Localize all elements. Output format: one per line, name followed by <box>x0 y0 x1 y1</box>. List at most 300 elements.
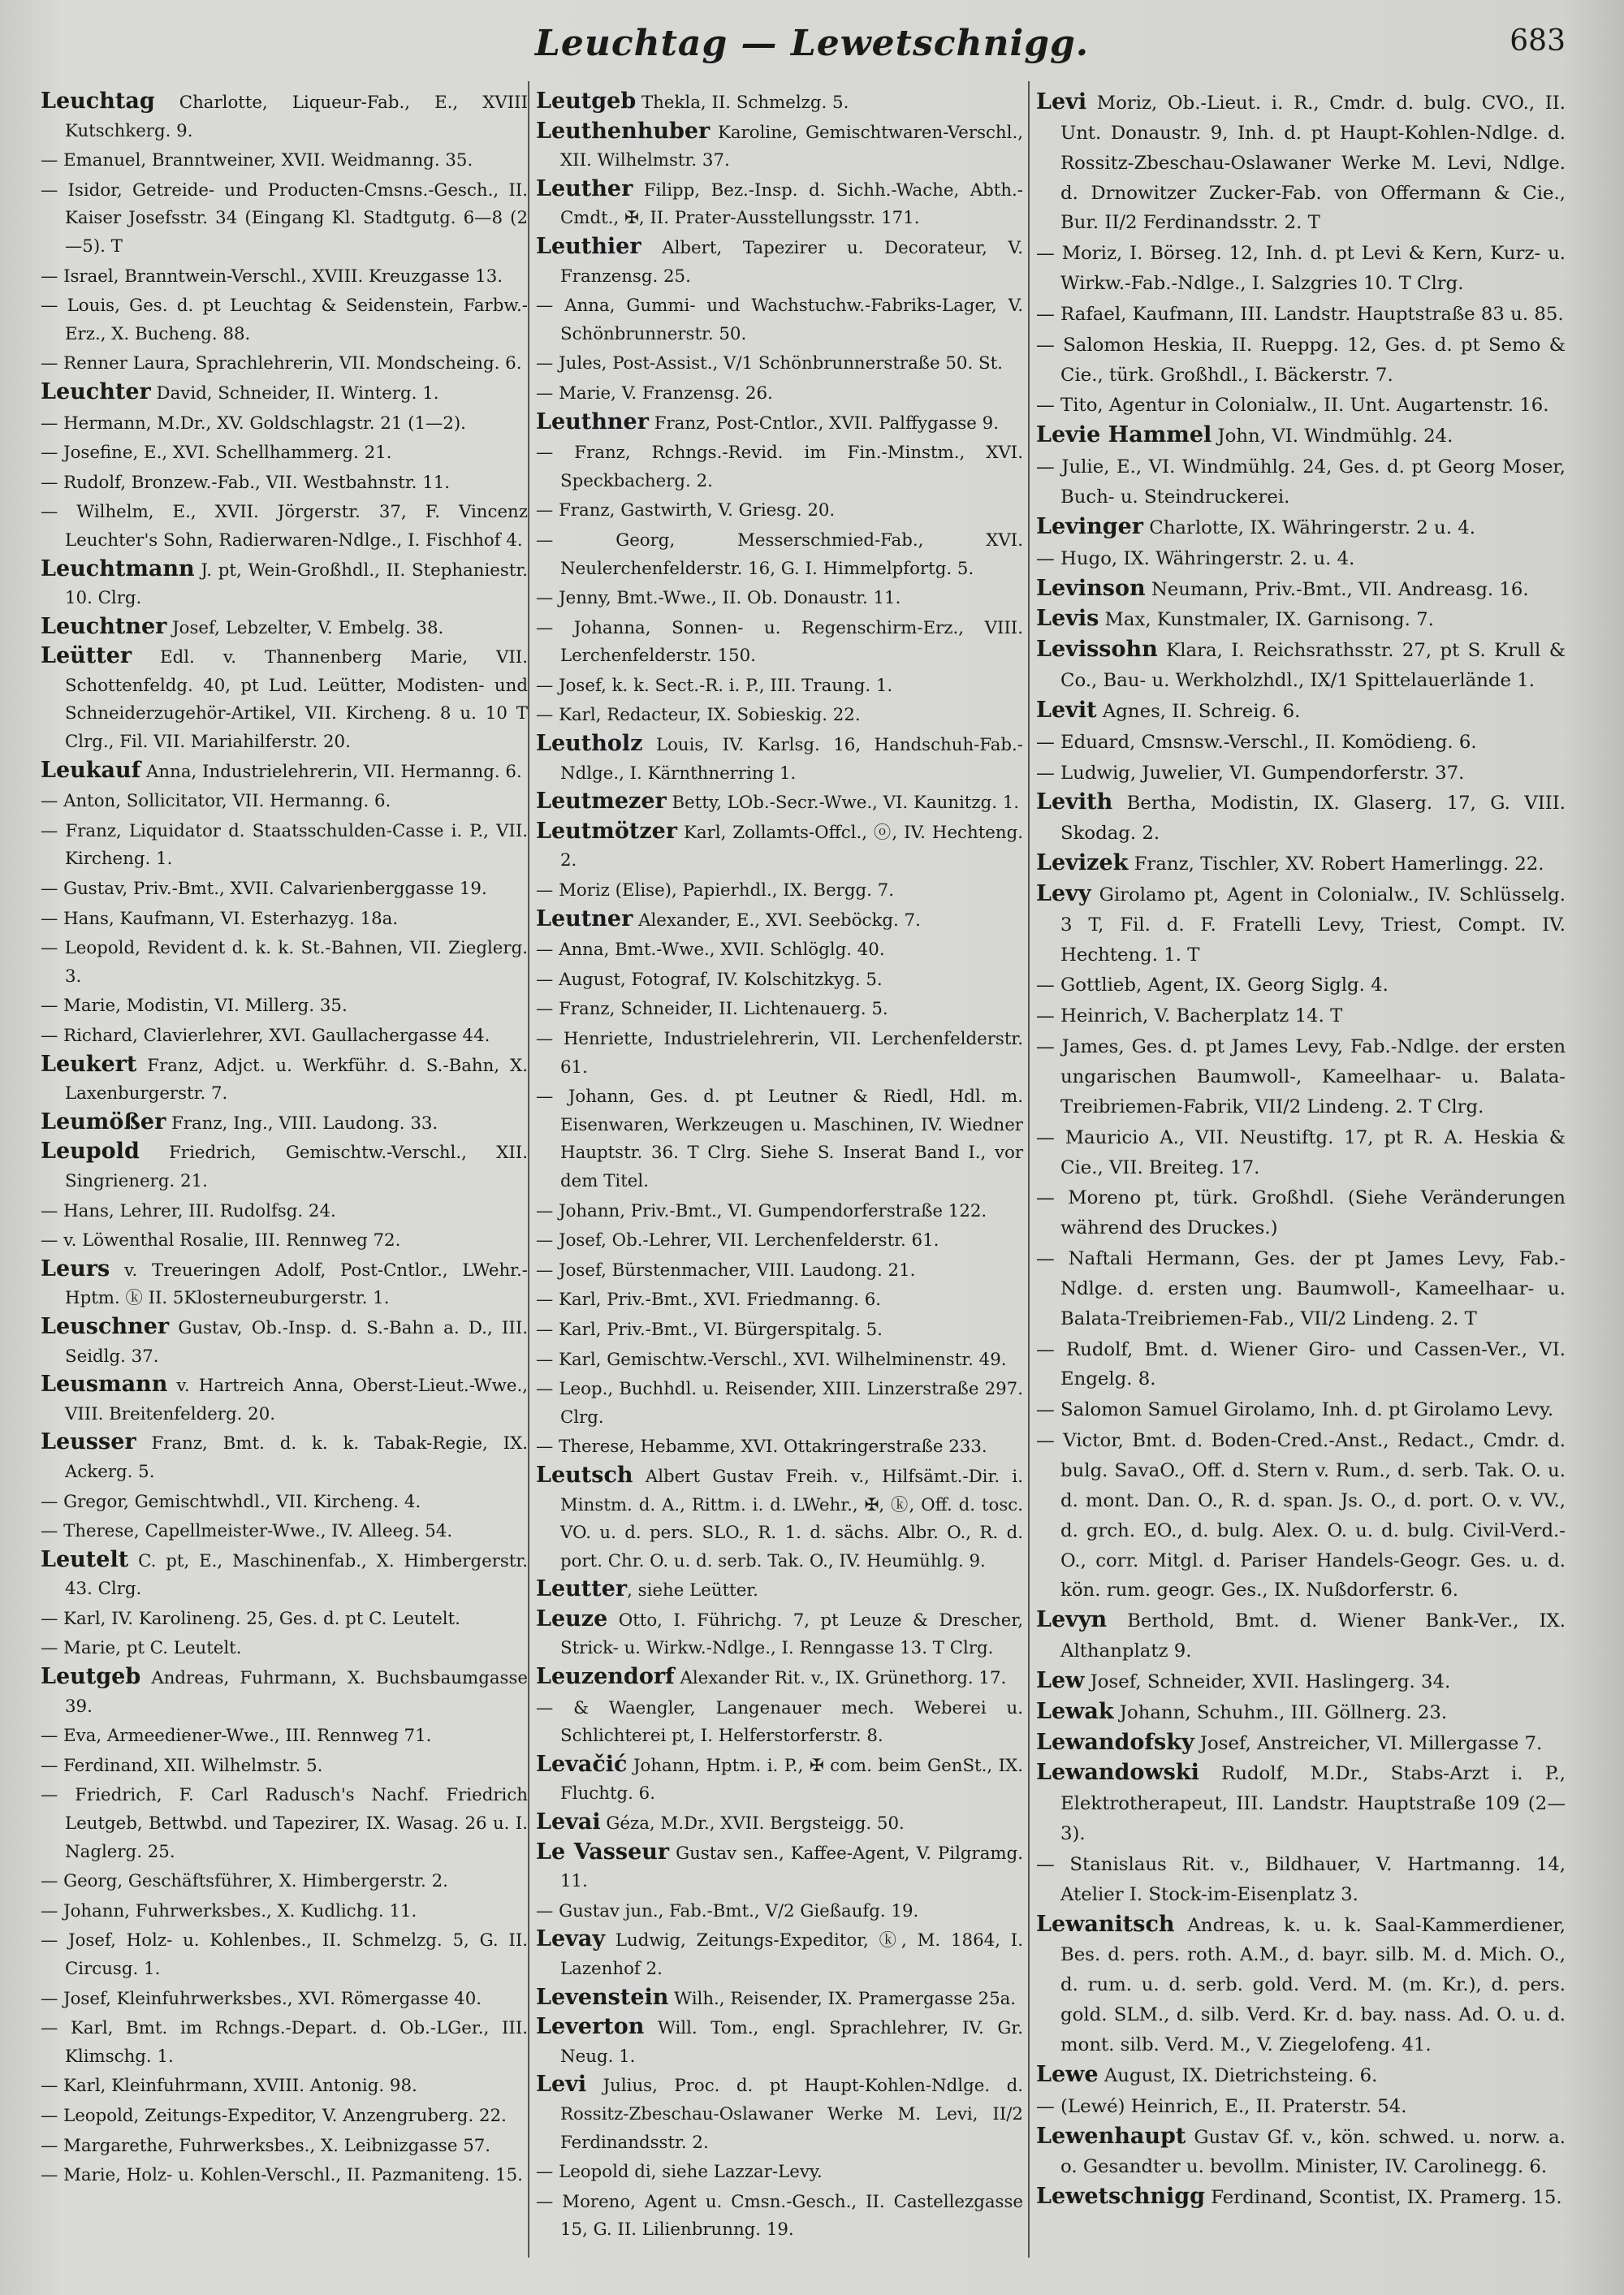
directory-entry <box>536 88 1023 118</box>
entry-surname: Levis <box>1036 606 1099 632</box>
directory-entry <box>536 2013 1023 2071</box>
entry-surname: Leumößer <box>41 1109 166 1135</box>
entry-details: — Moriz, I. Börseg. 12, Inh. d. pt Levi & Kern, Kurz- u. Wirkw.-Fab.-Ndlge., I. Salzgries 10. T Clrg. <box>1036 243 1566 295</box>
entry-surname: Leukauf <box>41 757 141 783</box>
entry-details: — Stanislaus Rit. v., Bildhauer, V. Hartmanng. 14, Atelier I. Stock-im-Eisenplatz 3. <box>1036 1853 1566 1905</box>
entry-details: — Karl, Bmt. im Rchngs.-Depart. d. Ob.-LGer., III. Klimschg. 1. <box>41 2018 528 2067</box>
directory-entry <box>1036 1001 1566 1031</box>
entry-details: Charlotte, Liqueur-Fab., E., XVIII Kutschkerg. 9. <box>65 93 528 141</box>
entry-surname: Leurs <box>41 1256 110 1281</box>
entry-details: — Tito, Agentur in Colonialw., II. Unt. Augartenstr. 16. <box>1036 395 1549 417</box>
entry-surname: Levenstein <box>536 1984 669 2010</box>
entry-details: — Franz, Gastwirth, V. Griesg. 20. <box>536 500 836 521</box>
directory-entry <box>536 118 1023 175</box>
entry-details: — Gustav jun., Fab.-Bmt., V/2 Gießaufg. 19. <box>536 1900 919 1921</box>
entry-details: Louis, IV. Karlsg. 16, Handschuh-Fab.-Ndlge., I. Kärnthnerring 1. <box>560 735 1023 784</box>
entry-surname: Levay <box>536 1926 606 1952</box>
directory-entry <box>536 1809 1023 1839</box>
directory-entry <box>536 965 1023 995</box>
entry-details: — Karl, Priv.-Bmt., XVI. Friedmanng. 6. <box>536 1290 882 1311</box>
directory-entry <box>536 408 1023 439</box>
directory-entry <box>41 555 528 613</box>
entry-details: — Josef, Ob.-Lehrer, VII. Lerchenfelderstr. 61. <box>536 1230 939 1251</box>
directory-entry <box>41 1866 528 1896</box>
entry-surname: Leutholz <box>536 731 643 757</box>
entry-details: — Moreno pt, türk. Großhdl. (Siehe Veränderungen während des Druckes.) <box>1036 1187 1566 1239</box>
directory-entry <box>536 730 1023 788</box>
directory-entry <box>1036 1849 1566 1910</box>
directory-entry <box>1036 758 1566 789</box>
entry-details: — Johann, Priv.-Bmt., VI. Gumpendorferstraße 122. <box>536 1200 987 1221</box>
entry-surname: Levizek <box>1036 850 1129 876</box>
directory-entry <box>1036 452 1566 512</box>
entry-details: — Wilhelm, E., XVII. Jörgerstr. 37, F. Vincenz Leuchter's Sohn, Radierwaren-Ndlge., I. Fischhof 4. <box>41 502 528 551</box>
entry-details: Albert Gustav Freih. v., Hilfsämt.-Dir. i. Minstm. d. A., Rittm. i. d. LWehr., ✠, ⓚ, Off. d. tosc. VO. u. d. pers. SLO., R. 1. d. sächs. Albr. O., R. d. port. Chr. O. u. d. serb. Tak. O., IV. Heumühlg. 9. <box>560 1466 1023 1571</box>
entry-details: — Hans, Kaufmann, VI. Esterhazyg. 18a. <box>41 908 399 929</box>
directory-entry <box>536 1751 1023 1809</box>
entry-details: Wilh., Reisender, IX. Pramergasse 25a. <box>668 1988 1017 2009</box>
entry-surname: Lew <box>1036 1667 1085 1693</box>
entry-details: Filipp, Bez.-Insp. d. Sichh.-Wache, Abth.-Cmdt., ✠, II. Prater-Ausstellungsstr. 171. <box>560 179 1023 229</box>
entry-surname: Lewandowski <box>1036 1760 1199 1786</box>
directory-entry <box>41 1051 528 1109</box>
entry-details: — Leopold, Revident d. k. k. St.-Bahnen, VII. Zieglerg. 3. <box>41 938 528 987</box>
entry-surname: Leuchtner <box>41 613 167 639</box>
entry-details: — Salomon Heskia, II. Rueppg. 12, Ges. d. pt Semo & Cie., türk. Großhdl., I. Bäckerstr. 7. <box>1036 334 1566 386</box>
directory-entry <box>536 875 1023 905</box>
column-3 <box>1036 88 1566 2213</box>
entry-details: — Ferdinand, XII. Wilhelmstr. 5. <box>41 1755 323 1776</box>
directory-entry <box>536 2071 1023 2157</box>
entry-details: — Anton, Sollicitator, VII. Hermanng. 6. <box>41 791 391 812</box>
entry-details: — Karl, Redacteur, IX. Sobieskig. 22. <box>536 705 861 726</box>
directory-entry <box>1036 1334 1566 1395</box>
entry-surname: Leutgeb <box>41 1664 141 1690</box>
entry-details: — Franz, Liquidator d. Staatsschulden-Casse i. P., VII. Kircheng. 1. <box>41 820 528 870</box>
directory-entry <box>41 613 528 643</box>
entry-details: Will. Tom., engl. Sprachlehrer, IV. Gr. Neug. 1. <box>560 2018 1023 2067</box>
entry-details: — v. Löwenthal Rosalie, III. Rennweg 72. <box>41 1230 401 1251</box>
entry-details: Girolamo pt, Agent in Colonialw., IV. Schlüsselg. 3 T, Fil. d. F. Fratelli Levy, Triest, Compt. IV. Hechteng. 1. T <box>1060 884 1566 966</box>
directory-entry <box>536 1285 1023 1315</box>
directory-entry <box>1036 727 1566 758</box>
directory-entry <box>536 1432 1023 1462</box>
directory-entry <box>1036 1425 1566 1606</box>
entry-details: — Josef, Bürstenmacher, VIII. Laudong. 21. <box>536 1260 916 1281</box>
entry-surname: Levai <box>536 1809 601 1835</box>
entry-details: Franz, Bmt. d. k. k. Tabak-Regie, IX. Ackerg. 5. <box>65 1433 528 1482</box>
entry-surname: Leutner <box>536 905 633 931</box>
entry-details: — (Lewé) Heinrich, E., II. Praterstr. 54. <box>1036 2095 1407 2117</box>
directory-entry <box>536 1925 1023 1983</box>
entry-details: — & Waengler, Langenauer mech. Weberei u. Schlichterei pt, I. Helferstorferstr. 8. <box>536 1697 1023 1747</box>
directory-entry <box>41 642 528 756</box>
entry-details: Andreas, Fuhrmann, X. Buchsbaumgasse 39. <box>65 1668 528 1717</box>
directory-entry <box>536 1693 1023 1751</box>
directory-entry <box>1036 1666 1566 1697</box>
entry-details: — Gustav, Priv.-Bmt., XVII. Calvarienberggasse 19. <box>41 879 487 900</box>
directory-entry <box>536 233 1023 291</box>
entry-details: Géza, M.Dr., XVII. Bergsteigg. 50. <box>600 1813 905 1835</box>
entry-details: — Karl, IV. Karolineng. 25, Ges. d. pt C. Leutelt. <box>41 1608 460 1629</box>
entry-details: — Jules, Post-Assist., V/1 Schönbrunnerstraße 50. St. <box>536 353 1003 374</box>
entry-details: — Franz, Schneider, II. Lichtenauerg. 5. <box>536 999 888 1020</box>
entry-details: — Marie, Modistin, VI. Millerg. 35. <box>41 996 348 1017</box>
entry-details: — Mauricio A., VII. Neustiftg. 17, pt R. A. Heskia & Cie., VII. Breiteg. 17. <box>1036 1126 1566 1178</box>
column-1 <box>41 88 528 2190</box>
directory-entry <box>536 1256 1023 1286</box>
entry-details: — James, Ges. d. pt James Levy, Fab.-Ndlge. der ersten ungarischen Baumwoll-, Kameelhaar- u. Balata-Treibriemen-Fabrik, VII/2 Lindeng. 2. T Clrg. <box>1036 1036 1566 1117</box>
directory-entry <box>1036 788 1566 849</box>
directory-entry <box>536 1225 1023 1256</box>
directory-entry <box>1036 1910 1566 2060</box>
directory-entry <box>536 348 1023 378</box>
entry-details: J. pt, Wein-Großhdl., II. Stephaniestr. 10. Clrg. <box>65 560 528 609</box>
entry-surname: Leusser <box>41 1429 136 1455</box>
entry-details: — Johanna, Sonnen- u. Regenschirm-Erz., VIII. Lerchenfelderstr. 150. <box>536 617 1023 667</box>
entry-details: v. Hartreich Anna, Oberst-Lieut.-Wwe., VIII. Breitenfelderg. 20. <box>65 1376 528 1424</box>
entry-details: Betty, LOb.-Secr.-Wwe., VI. Kaunitzg. 1. <box>666 793 1020 814</box>
entry-details: Gustav Gf. v., kön. schwed. u. norw. a. o. Gesandter u. bevollm. Minister, IV. Carolinegg. 6. <box>1060 2126 1566 2178</box>
entry-details: Max, Kunstmaler, IX. Garnisong. 7. <box>1099 609 1434 631</box>
entry-details: — Victor, Bmt. d. Boden-Cred.-Anst., Redact., Cmdr. d. bulg. SavaO., Off. d. Stern v. Rum., d. serb. Tak. O. u. d. mont. Dan. O., R. d. span. Js. O., d. port. O. v. VV., d. grch. EO., d. bulg. Alex. O. u. d. bulg. Civil-Verd.-O., corr. Mitgl. d. Pariser Handels-Geogr. Ges. u. d. kön. rum. geogr. Ges., IX. Nußdorferstr. 6. <box>1036 1430 1566 1601</box>
directory-entry <box>536 2157 1023 2187</box>
entry-details: Karl, Zollamts-Offcl., ⓞ, IV. Hechteng. 2. <box>560 822 1023 871</box>
entry-surname: Leutgeb <box>536 89 637 114</box>
entry-details: v. Treueringen Adolf, Post-Cntlor., LWehr.-Hptm. ⓚ II. 5Klosterneuburgerstr. 1. <box>65 1260 528 1309</box>
entry-details: — Richard, Clavierlehrer, XVI. Gaullachergasse 44. <box>41 1026 490 1046</box>
directory-entry <box>41 1780 528 1866</box>
directory-entry <box>41 757 528 787</box>
column-rule <box>528 81 529 2258</box>
entry-details: — Karl, Kleinfuhrmann, XVIII. Antonig. 98. <box>41 2076 417 2097</box>
entry-details: — Karl, Gemischtw.-Verschl., XVI. Wilhelminenstr. 49. <box>536 1349 1007 1370</box>
entry-details: — Friedrich, F. Carl Radusch's Nachf. Friedrich Leutgeb, Bettwbd. und Tapezirer, IX. Wasag. 26 u. I. Naglerg. 25. <box>41 1785 528 1862</box>
directory-entry <box>1036 238 1566 299</box>
directory-entry <box>1036 696 1566 727</box>
directory-entry <box>41 1428 528 1486</box>
entry-details: — Leopold di, siehe Lazzar-Levy. <box>536 2162 823 2183</box>
directory-entry <box>536 1839 1023 1896</box>
directory-entry <box>536 613 1023 671</box>
directory-entry <box>41 1225 528 1256</box>
directory-entry <box>41 1604 528 1634</box>
entry-surname: Le Vasseur <box>536 1839 670 1865</box>
entry-details: Franz, Tischler, XV. Robert Hamerlingg. 22. <box>1128 854 1544 875</box>
directory-entry <box>536 1345 1023 1375</box>
entry-surname: Leuthier <box>536 233 641 259</box>
entry-details: , siehe Leütter. <box>627 1580 758 1601</box>
directory-entry <box>536 1196 1023 1226</box>
directory-entry <box>536 1315 1023 1345</box>
entry-surname: Leuschner <box>41 1313 170 1339</box>
entry-surname: Leutelt <box>41 1546 129 1572</box>
entry-surname: Leuchtag <box>41 89 155 114</box>
entry-details: — Salomon Samuel Girolamo, Inh. d. pt Girolamo Levy. <box>1036 1399 1554 1421</box>
entry-details: Klara, I. Reichsrathsstr. 27, pt S. Krull & Co., Bau- u. Werkholzhdl., IX/1 Spittelauerlände 1. <box>1060 640 1566 692</box>
directory-entry <box>41 88 528 145</box>
directory-entry <box>41 2131 528 2161</box>
entry-details: — Marie, Holz- u. Kohlen-Verschl., II. Pazmaniteng. 15. <box>41 2165 523 2186</box>
directory-entry <box>41 438 528 468</box>
entry-details: — Eva, Armeediener-Wwe., III. Rennweg 71. <box>41 1726 432 1747</box>
entry-details: — Rudolf, Bmt. d. Wiener Giro- und Cassen-Ver., VI. Engelg. 8. <box>1036 1338 1566 1390</box>
entry-details: — Leop., Buchhdl. u. Reisender, XIII. Linzerstraße 297. Clrg. <box>536 1379 1023 1428</box>
entry-surname: Leütter <box>41 643 132 669</box>
entry-surname: Levy <box>1036 880 1091 906</box>
entry-details: Neumann, Priv.-Bmt., VII. Andreasg. 16. <box>1145 578 1529 600</box>
entry-surname: Levissohn <box>1036 637 1158 663</box>
entry-details: Moriz, Ob.-Lieut. i. R., Cmdr. d. bulg. CVO., II. Unt. Donaustr. 9, Inh. d. pt Haupt-Kohlen-Ndlge. d. Rossitz-Zbeschau-Oslawaner Werke M. Levi, Ndlge. d. Drnowitzer Zucker-Fab. von Offermann & Cie., Bur. II/2 Ferdinandsstr. 2. T <box>1060 93 1566 234</box>
entry-surname: Leuthenhuber <box>536 118 710 144</box>
directory-entry <box>536 1663 1023 1693</box>
entry-details: — Anna, Gummi- und Wachstuchw.-Fabriks-Lager, V. Schönbrunnerstr. 50. <box>536 296 1023 344</box>
entry-surname: Lewanitsch <box>1036 1911 1175 1937</box>
directory-entry <box>536 378 1023 408</box>
directory-entry <box>41 468 528 498</box>
directory-entry <box>41 1663 528 1721</box>
entry-details: Albert, Tapezirer u. Decorateur, V. Franzensg. 25. <box>560 237 1023 287</box>
entry-surname: Leukert <box>41 1051 137 1077</box>
entry-surname: Lewandofsky <box>1036 1729 1194 1755</box>
directory-entry <box>536 1984 1023 2014</box>
entry-details: — Gottlieb, Agent, IX. Georg Siglg. 4. <box>1036 975 1389 996</box>
entry-details: — Therese, Hebamme, XVI. Ottakringerstraße 233. <box>536 1437 987 1458</box>
directory-entry <box>41 291 528 348</box>
entry-details: — Josef, Holz- u. Kohlenbes., II. Schmelzg. 5, G. II. Circusg. 1. <box>41 1930 528 1979</box>
entry-details: — Georg, Geschäftsführer, X. Himbergerstr. 2. <box>41 1871 448 1892</box>
entry-surname: Levyn <box>1036 1607 1108 1633</box>
directory-entry <box>1036 1182 1566 1243</box>
entry-details: John, VI. Windmühlg. 24. <box>1212 426 1453 447</box>
entry-surname: Levi <box>536 2072 587 2098</box>
directory-entry <box>41 1256 528 1313</box>
entry-details: Julius, Proc. d. pt Haupt-Kohlen-Ndlge. d. Rossitz-Zbeschau-Oslawaner Werke M. Levi, II/2 Ferdinandsstr. 2. <box>560 2076 1023 2153</box>
entry-details: — Isidor, Getreide- und Producten-Cmsns.-Gesch., II. Kaiser Josefsstr. 34 (Eingang Kl. Stadtgutg. 6—8 (2—5). T <box>41 179 528 257</box>
entry-surname: Lewetschnigg <box>1036 2184 1205 2210</box>
entry-details: David, Schneider, II. Winterg. 1. <box>150 382 439 404</box>
directory-entry <box>536 495 1023 525</box>
entry-surname: Lewe <box>1036 2061 1099 2087</box>
entry-details: — Leopold, Zeitungs-Expeditor, V. Anzengruberg. 22. <box>41 2105 507 2126</box>
directory-entry <box>536 935 1023 965</box>
entry-details: Josef, Anstreicher, VI. Millergasse 7. <box>1194 1732 1543 1754</box>
entry-details: Thekla, II. Schmelzg. 5. <box>636 93 849 113</box>
entry-details: — Julie, E., VI. Windmühlg. 24, Ges. d. pt Georg Moser, Buch- u. Steindruckerei. <box>1036 456 1566 508</box>
directory-entry <box>536 1374 1023 1432</box>
directory-entry <box>536 525 1023 583</box>
directory-entry <box>536 818 1023 875</box>
directory-entry <box>1036 2060 1566 2091</box>
directory-entry <box>41 175 528 261</box>
entry-details: Alexander Rit. v., IX. Grünethorg. 17. <box>674 1668 1007 1689</box>
column-2 <box>536 88 1023 2245</box>
entry-details: Franz, Ing., VIII. Laudong. 33. <box>166 1113 438 1134</box>
directory-entry <box>41 1196 528 1226</box>
directory-entry <box>1036 1758 1566 1849</box>
entry-details: — Rudolf, Bronzew.-Fab., VII. Westbahnstr. 11. <box>41 472 451 493</box>
entry-surname: Leuze <box>536 1606 608 1632</box>
directory-entry <box>1036 1606 1566 1666</box>
entry-surname: Levinson <box>1036 575 1146 601</box>
entry-details: — Therese, Capellmeister-Wwe., IV. Alleeg. 54. <box>41 1521 453 1542</box>
entry-details: — Rafael, Kaufmann, III. Landstr. Hauptstraße 83 u. 85. <box>1036 303 1564 325</box>
entry-details: August, IX. Dietrichsteing. 6. <box>1098 2064 1378 2086</box>
directory-entry <box>1036 330 1566 391</box>
entry-details: — Moriz (Elise), Papierhdl., IX. Bergg. 7. <box>536 880 894 901</box>
directory-entry <box>41 261 528 292</box>
entry-details: Johann, Schuhm., III. Göllnerg. 23. <box>1113 1701 1448 1723</box>
entry-details: Johann, Hptm. i. P., ✠ com. beim GenSt., IX. Fluchtg. 6. <box>560 1755 1023 1804</box>
directory-entry <box>41 2101 528 2131</box>
entry-details: Anna, Industrielehrerin, VII. Hermanng. 6. <box>140 761 522 782</box>
entry-surname: Leuzendorf <box>536 1664 675 1690</box>
page-header <box>0 23 1624 71</box>
directory-entry <box>536 438 1023 495</box>
directory-entry <box>1036 1394 1566 1425</box>
entry-surname: Leupold <box>41 1139 140 1165</box>
entry-surname: Lewenhaupt <box>1036 2123 1186 2149</box>
entry-surname: Leutmezer <box>536 789 667 815</box>
entry-details: Bertha, Modistin, IX. Glaserg. 17, G. VIII. Skodag. 2. <box>1060 793 1566 845</box>
entry-details: — Josef, k. k. Sect.-R. i. P., III. Traung. 1. <box>536 675 893 696</box>
entry-details: — Israel, Branntwein-Verschl., XVIII. Kreuzgasse 13. <box>41 266 503 287</box>
entry-details: Otto, I. Führichg. 7, pt Leuze & Drescher, Strick- u. Wirkw.-Ndlge., I. Renngasse 13. T Clrg. <box>560 1610 1023 1659</box>
directory-entry <box>41 1487 528 1517</box>
directory-entry <box>1036 421 1566 452</box>
column-rule <box>1028 81 1030 2258</box>
directory-entry <box>41 933 528 991</box>
running-title: Leuchtag — Lewetschnigg. <box>534 23 1090 64</box>
entry-details: — Marie, pt C. Leutelt. <box>41 1638 242 1659</box>
directory-entry <box>41 1109 528 1139</box>
directory-entry <box>536 583 1023 613</box>
directory-entry <box>41 497 528 555</box>
directory-entry <box>1036 2182 1566 2213</box>
entry-surname: Levie Hammel <box>1036 422 1212 448</box>
entry-details: Gustav sen., Kaffee-Agent, V. Pilgramg. 11. <box>560 1843 1023 1892</box>
directory-entry <box>536 2187 1023 2245</box>
entry-surname: Lewak <box>1036 1698 1114 1724</box>
directory-entry <box>41 786 528 816</box>
entry-details: — Anna, Bmt.-Wwe., XVII. Schlöglg. 40. <box>536 940 885 961</box>
entry-details: — Renner Laura, Sprachlehrerin, VII. Mondscheing. 6. <box>41 353 522 374</box>
entry-details: — Moreno, Agent u. Cmsn.-Gesch., II. Castellezgasse 15, G. II. Lilienbrunng. 19. <box>536 2191 1023 2241</box>
page-number: 683 <box>1510 24 1566 58</box>
entry-surname: Levith <box>1036 789 1113 815</box>
directory-entry <box>41 1371 528 1428</box>
directory-entry <box>1036 88 1566 238</box>
entry-surname: Leusmann <box>41 1372 168 1398</box>
directory-entry <box>41 145 528 175</box>
entry-details: — Hans, Lehrer, III. Rudolfsg. 24. <box>41 1200 336 1221</box>
directory-entry <box>41 816 528 874</box>
directory-entry <box>1036 2122 1566 2183</box>
entry-surname: Leuther <box>536 175 633 201</box>
directory-entry <box>1036 1031 1566 1122</box>
directory-entry <box>1036 1728 1566 1759</box>
directory-entry <box>41 2013 528 2071</box>
entry-details: — Henriette, Industrielehrerin, VII. Lerchenfelderstr. 61. <box>536 1029 1023 1078</box>
entry-surname: Leutmötzer <box>536 818 678 844</box>
entry-details: Alexander, E., XVI. Seeböckg. 7. <box>633 910 921 931</box>
directory-entry <box>41 991 528 1021</box>
directory-entry <box>1036 849 1566 880</box>
entry-details: — Hermann, M.Dr., XV. Goldschlagstr. 21 (1—2). <box>41 413 466 434</box>
directory-entry <box>536 905 1023 936</box>
directory-entry <box>41 378 528 408</box>
directory-entry <box>1036 574 1566 605</box>
directory-entry <box>41 874 528 904</box>
directory-entry <box>536 788 1023 818</box>
entry-details: — Marie, V. Franzensg. 26. <box>536 382 773 404</box>
directory-entry <box>1036 635 1566 696</box>
entry-details: Franz, Adjct. u. Werkführ. d. S.-Bahn, X. Laxenburgerstr. 7. <box>65 1055 528 1104</box>
directory-entry <box>41 1751 528 1781</box>
entry-surname: Leverton <box>536 2014 645 2040</box>
directory-entry <box>536 700 1023 730</box>
entry-surname: Leuthner <box>536 408 649 434</box>
entry-details: Josef, Schneider, XVII. Haslingerg. 34. <box>1084 1670 1451 1692</box>
directory-entry <box>536 1606 1023 1663</box>
directory-entry <box>536 1896 1023 1926</box>
directory-entry <box>1036 299 1566 330</box>
directory-entry <box>41 1925 528 1983</box>
directory-entry <box>536 291 1023 348</box>
entry-details: — Louis, Ges. d. pt Leuchtag & Seidenstein, Farbw.-Erz., X. Bucheng. 88. <box>41 296 528 344</box>
directory-entry <box>41 1138 528 1195</box>
directory-entry <box>1036 604 1566 635</box>
directory-entry <box>41 2160 528 2190</box>
directory-entry <box>41 408 528 439</box>
entry-details: Ferdinand, Scontist, IX. Pramerg. 15. <box>1204 2187 1562 2209</box>
entry-surname: Levačić <box>536 1751 628 1777</box>
directory-entry <box>41 1721 528 1751</box>
directory-entry <box>41 1896 528 1926</box>
entry-details: Edl. v. Thannenberg Marie, VII. Schottenfeldg. 40, pt Lud. Leütter, Modisten- und Schneiderzugehör-Artikel, VII. Kircheng. 8 u. 10 T Clrg., Fil. VII. Mariahilferstr. 20. <box>65 647 528 753</box>
entry-details: — August, Fotograf, IV. Kolschitzkyg. 5. <box>536 969 883 990</box>
entry-details: — Gregor, Gemischtwhdl., VII. Kircheng. 4. <box>41 1491 421 1512</box>
directory-entry <box>41 1516 528 1546</box>
entry-details: — Franz, Rchngs.-Revid. im Fin.-Minstm., XVI. Speckbacherg. 2. <box>536 443 1023 491</box>
entry-details: — Johann, Fuhrwerksbes., X. Kudlichg. 11. <box>41 1900 417 1921</box>
directory-entry <box>1036 1122 1566 1183</box>
entry-details: — Georg, Messerschmied-Fab., XVI. Neulerchenfelderstr. 16, G. I. Himmelpfortg. 5. <box>536 529 1023 579</box>
entry-details: Andreas, k. u. k. Saal-Kammerdiener, Bes. d. pers. roth. A.M., d. bayr. silb. M. d. Mich. O., d. rum. u. d. serb. gold. Verd. M. (m. Kr.), d. pers. gold. SLM., d. silb. Verd. Kr. d. bay. nass. Ad. O. u. d. mont. silb. Verd. M., V. Ziegelofeng. 41. <box>1060 1914 1566 2055</box>
directory-entry <box>1036 970 1566 1001</box>
entry-details: Ludwig, Zeitungs-Expeditor, ⓚ, M. 1864, I. Lazenhof 2. <box>560 1930 1023 1979</box>
entry-surname: Levinger <box>1036 513 1144 539</box>
entry-details: C. pt, E., Maschinenfab., X. Himbergerstr. 43. Clrg. <box>65 1550 528 1600</box>
entry-surname: Leutter <box>536 1576 628 1602</box>
entry-surname: Levi <box>1036 89 1087 115</box>
directory-entry <box>41 1546 528 1604</box>
entry-details: Rudolf, M.Dr., Stabs-Arzt i. P., Elektrotherapeut, III. Landstr. Hauptstraße 109 (2—3). <box>1060 1763 1566 1845</box>
directory-entry <box>41 1984 528 2014</box>
entry-details: — Ludwig, Juwelier, VI. Gumpendorferstr. 37. <box>1036 762 1465 784</box>
entry-details: — Josef, Kleinfuhrwerksbes., XVI. Römergasse 40. <box>41 1988 482 2009</box>
directory-entry <box>41 1021 528 1051</box>
directory-entry <box>1036 1243 1566 1334</box>
directory-entry <box>536 1082 1023 1195</box>
entry-details: Berthold, Bmt. d. Wiener Bank-Ver., IX. Althanplatz 9. <box>1060 1610 1566 1662</box>
entry-details: Karoline, Gemischtwaren-Verschl., XII. Wilhelmstr. 37. <box>560 122 1023 171</box>
directory-entry <box>1036 880 1566 970</box>
directory-entry <box>536 175 1023 233</box>
directory-entry <box>41 348 528 378</box>
entry-surname: Leuchter <box>41 378 151 404</box>
directory-entry <box>536 1462 1023 1575</box>
